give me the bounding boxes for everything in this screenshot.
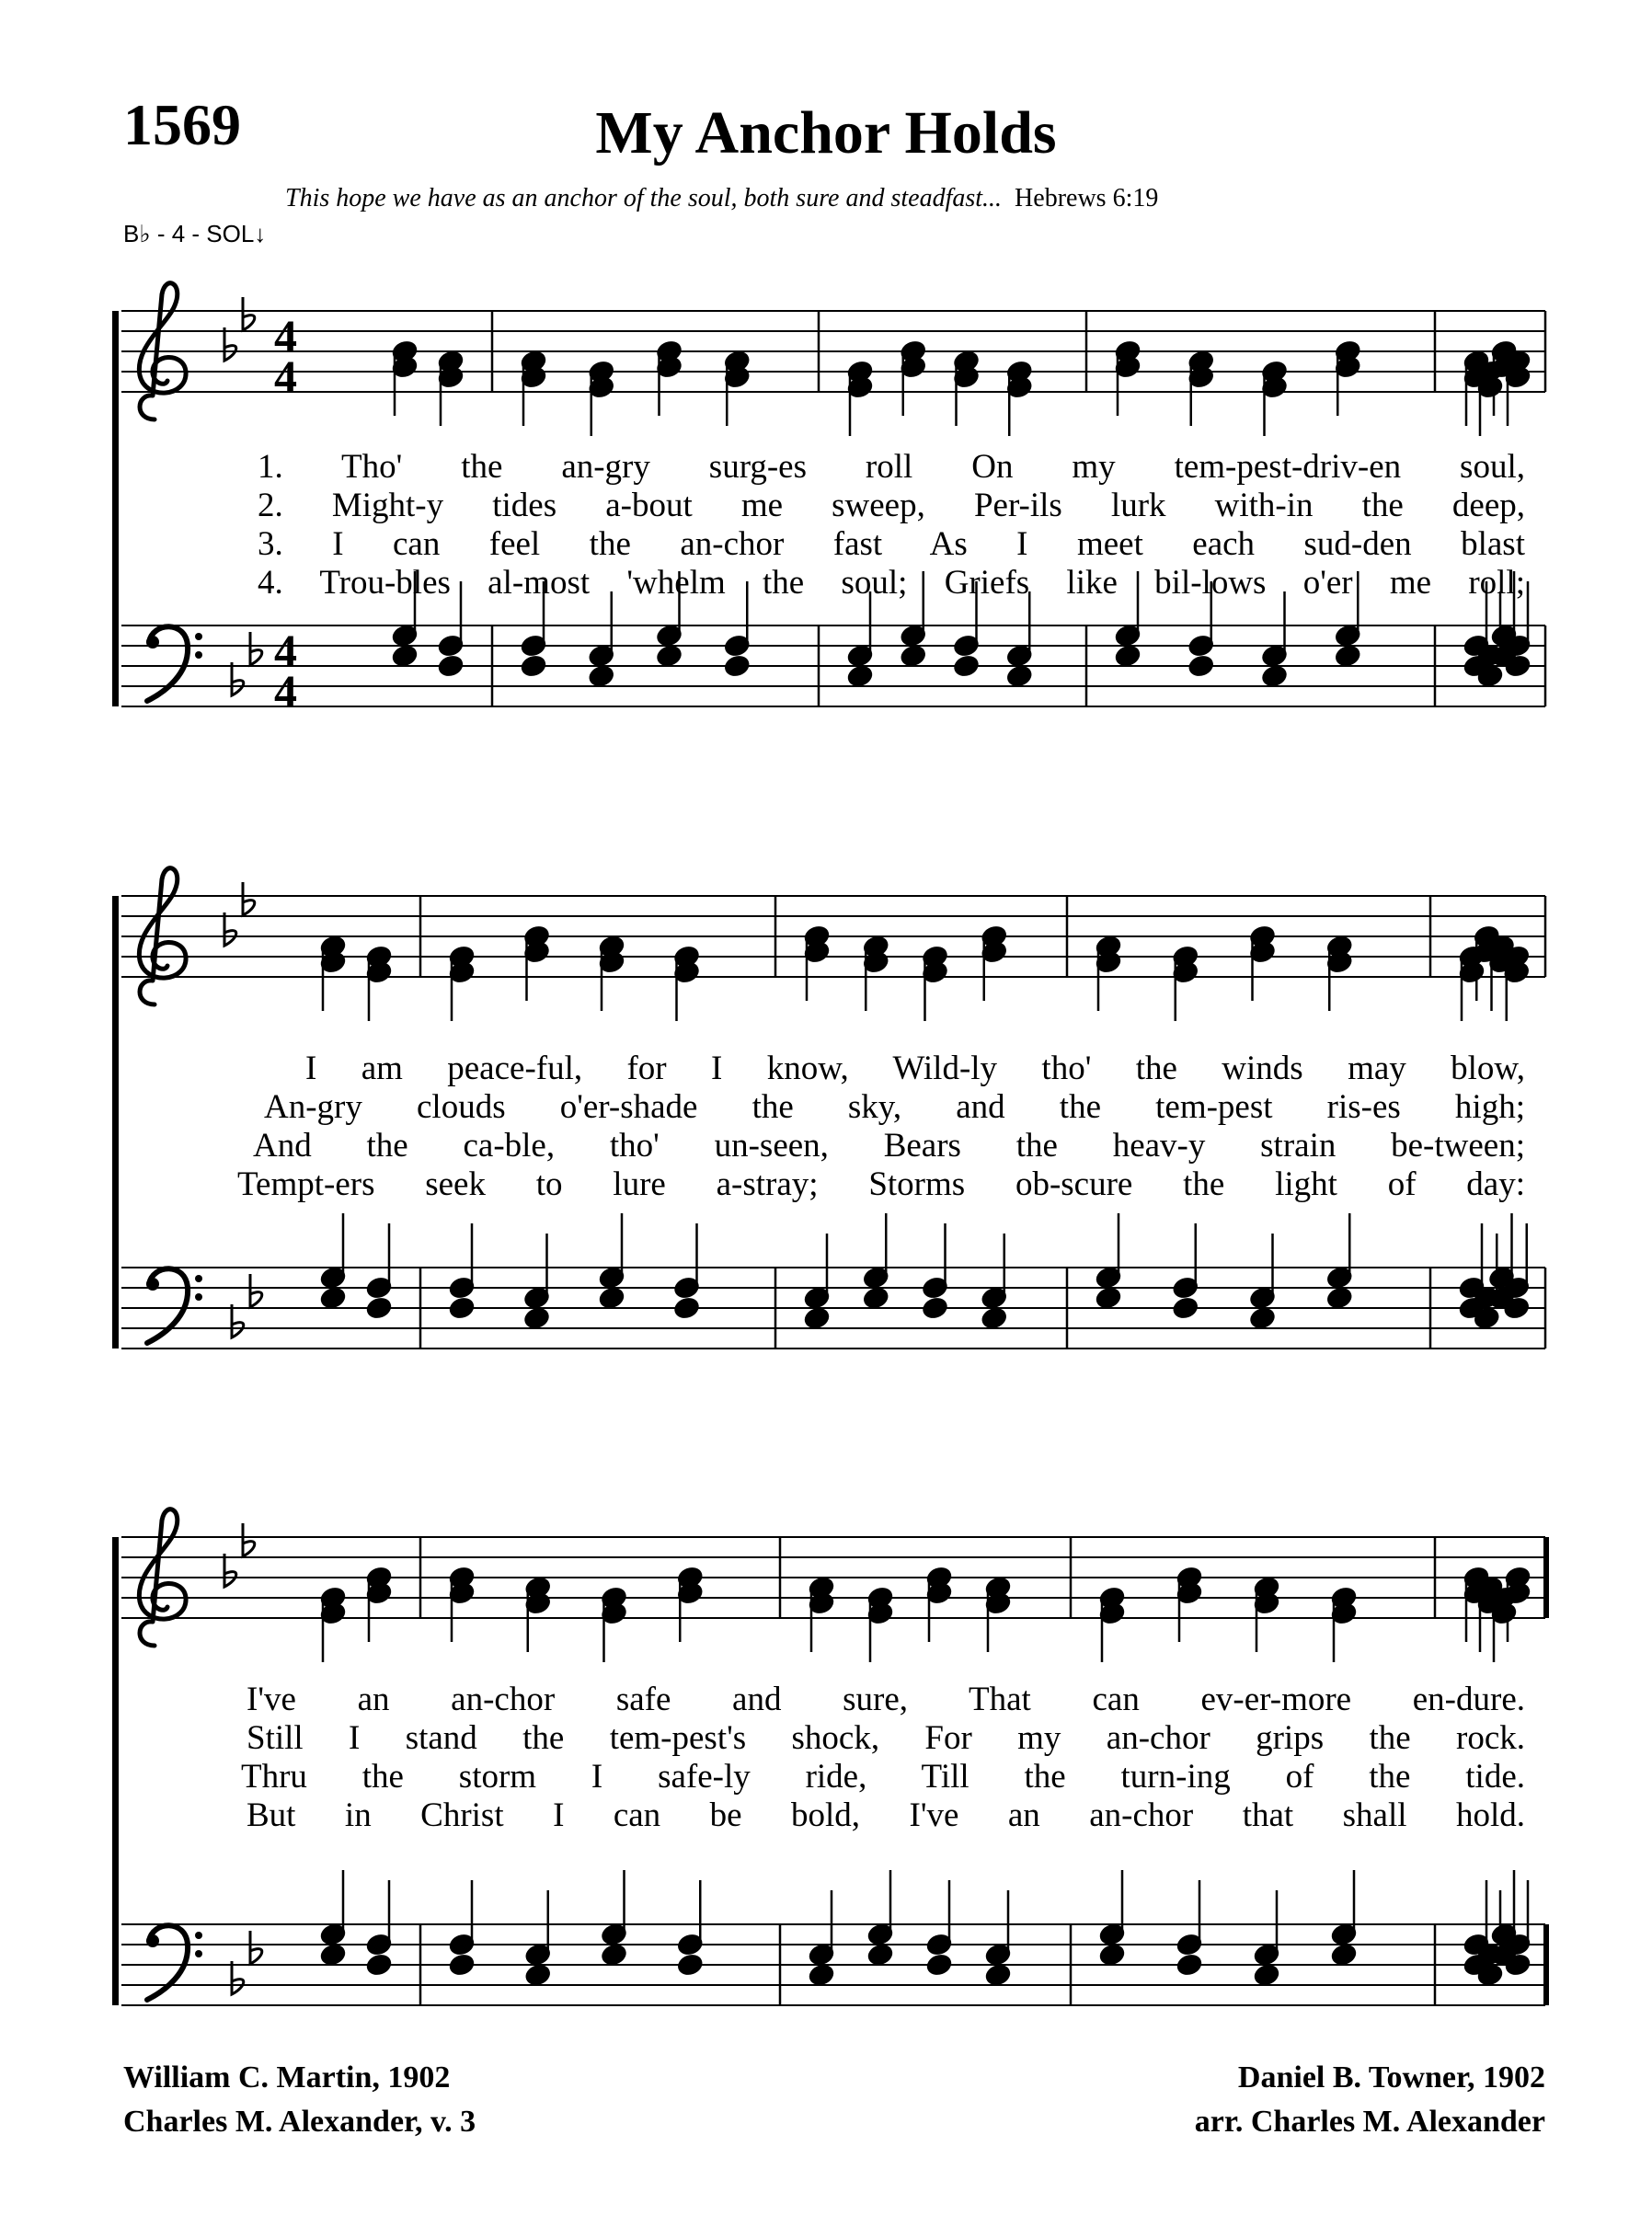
bass-note xyxy=(320,1943,347,1966)
flat-sign xyxy=(250,1274,262,1307)
bass-note xyxy=(677,1953,704,1976)
bass-note xyxy=(1326,1286,1353,1309)
bass-note xyxy=(1172,1296,1199,1319)
bass-note xyxy=(656,644,683,667)
bass-clef-dot xyxy=(195,1950,202,1957)
bass-note xyxy=(449,1296,476,1319)
bass-note xyxy=(599,1286,625,1309)
bass-clef-dot xyxy=(146,636,159,648)
bass-note xyxy=(366,1953,393,1976)
bass-note xyxy=(1261,664,1288,687)
final-barline xyxy=(1543,1924,1549,2005)
lyric-line: But in Christ I can be bold, I've an an-chor that shall hold. xyxy=(247,1796,1525,1834)
key-info: B♭ - 4 - SOL↓ xyxy=(123,220,267,247)
flat-sign xyxy=(243,297,255,330)
system-bracket xyxy=(112,1537,119,2005)
flat-sign xyxy=(224,1554,236,1587)
flat-sign xyxy=(243,882,255,915)
time-signature-digit: 4 xyxy=(274,310,297,362)
flat-sign xyxy=(224,912,236,946)
bass-note xyxy=(1115,644,1141,667)
bass-note xyxy=(1096,1286,1122,1309)
hymn-title: My Anchor Holds xyxy=(595,99,1057,166)
bass-note xyxy=(1187,654,1214,677)
bass-note xyxy=(673,1296,700,1319)
lyric-line: And the ca-ble, tho' un-seen, Bears the heav-y strain be-tween; xyxy=(253,1127,1525,1165)
flat-sign xyxy=(224,327,236,361)
bass-clef-dot xyxy=(195,1932,202,1939)
bass-note xyxy=(804,1306,831,1329)
bass-clef-dot xyxy=(146,1934,159,1947)
lyric-line: 2. Might-y tides a-bout me sweep, Per-ils lurk with-in the deep, xyxy=(258,487,1525,524)
bass-note xyxy=(392,644,419,667)
bass-note xyxy=(438,654,465,677)
time-signature-digit: 4 xyxy=(274,665,297,717)
lyric-line: 3. I can feel the an-chor fast As I meet each sud-den blast xyxy=(258,525,1525,563)
bass-note xyxy=(449,1953,476,1976)
flat-sign xyxy=(232,1961,244,1994)
bass-note xyxy=(320,1286,347,1309)
lyric-line: I am peace-ful, for I know, Wild-ly tho' the winds may blow, xyxy=(305,1050,1525,1087)
bass-note xyxy=(809,1963,835,1986)
bass-note xyxy=(1099,1943,1126,1966)
bass-note xyxy=(981,1306,1007,1329)
flat-sign xyxy=(250,1931,262,1964)
lyric-line: Thru the storm I safe-ly ride, Till the turn-ing of the tide. xyxy=(241,1758,1525,1796)
bass-clef-dot xyxy=(195,1275,202,1282)
lyric-line: 1. Tho' the an-gry surg-es roll On my tem-pest-driv-en soul, xyxy=(258,448,1525,486)
music-credit-1: Daniel B. Towner, 1902 xyxy=(1237,2060,1545,2095)
bass-clef-dot xyxy=(195,1293,202,1301)
words-credit-1: William C. Martin, 1902 xyxy=(123,2060,451,2095)
words-credit-2: Charles M. Alexander, v. 3 xyxy=(123,2105,476,2139)
bass-clef-dot xyxy=(195,633,202,640)
flat-sign xyxy=(232,1304,244,1337)
system-bracket xyxy=(112,896,119,1349)
bass-clef-dot xyxy=(195,651,202,659)
system-bracket xyxy=(112,311,119,706)
bass-note xyxy=(524,1963,551,1986)
bass-note xyxy=(863,1286,889,1309)
bass-note xyxy=(926,1953,953,1976)
time-signature-digit: 4 xyxy=(274,625,297,676)
flat-sign xyxy=(232,662,244,695)
bass-note xyxy=(366,1296,393,1319)
flat-sign xyxy=(243,1523,255,1556)
bass-note xyxy=(1006,664,1033,687)
bass-note xyxy=(985,1963,1012,1986)
bass-note xyxy=(867,1943,894,1966)
bass-note xyxy=(847,664,874,687)
final-barline xyxy=(1543,1537,1549,1618)
lyric-line: Tempt-ers seek to lure a-stray; Storms ob-scure the light of day: xyxy=(237,1165,1525,1203)
bass-note xyxy=(1176,1953,1203,1976)
music-credit-2: arr. Charles M. Alexander xyxy=(1194,2105,1545,2139)
bass-note xyxy=(523,1306,550,1329)
bass-note xyxy=(601,1943,627,1966)
bass-note xyxy=(588,664,614,687)
bass-note xyxy=(1249,1306,1276,1329)
bass-note xyxy=(900,644,926,667)
lyric-line: Still I stand the tem-pest's shock, For my an-chor grips the rock. xyxy=(247,1719,1525,1757)
bass-clef-dot xyxy=(146,1278,159,1291)
bass-note xyxy=(1331,1943,1358,1966)
lyric-line: An-gry clouds o'er-shade the sky, and the tem-pest ris-es high; xyxy=(264,1088,1525,1126)
bass-note xyxy=(1335,644,1361,667)
lyric-line: I've an an-chor safe and sure, That can ev-er-more en-dure. xyxy=(247,1681,1525,1718)
hymn-number: 1569 xyxy=(123,92,241,157)
bass-note xyxy=(1254,1963,1280,1986)
bass-note xyxy=(953,654,980,677)
lyric-line: 4. Trou-bles al-most 'whelm the soul; Griefs like bil-lows o'er me roll; xyxy=(258,564,1525,602)
bass-note xyxy=(521,654,547,677)
bass-note xyxy=(724,654,751,677)
bass-note xyxy=(922,1296,948,1319)
epigraph-text: This hope we have as an anchor of the soul, both sure and steadfast... xyxy=(285,184,1003,212)
flat-sign xyxy=(250,632,262,665)
epigraph-reference: Hebrews 6:19 xyxy=(1015,184,1159,212)
time-signature-digit: 4 xyxy=(274,350,297,402)
